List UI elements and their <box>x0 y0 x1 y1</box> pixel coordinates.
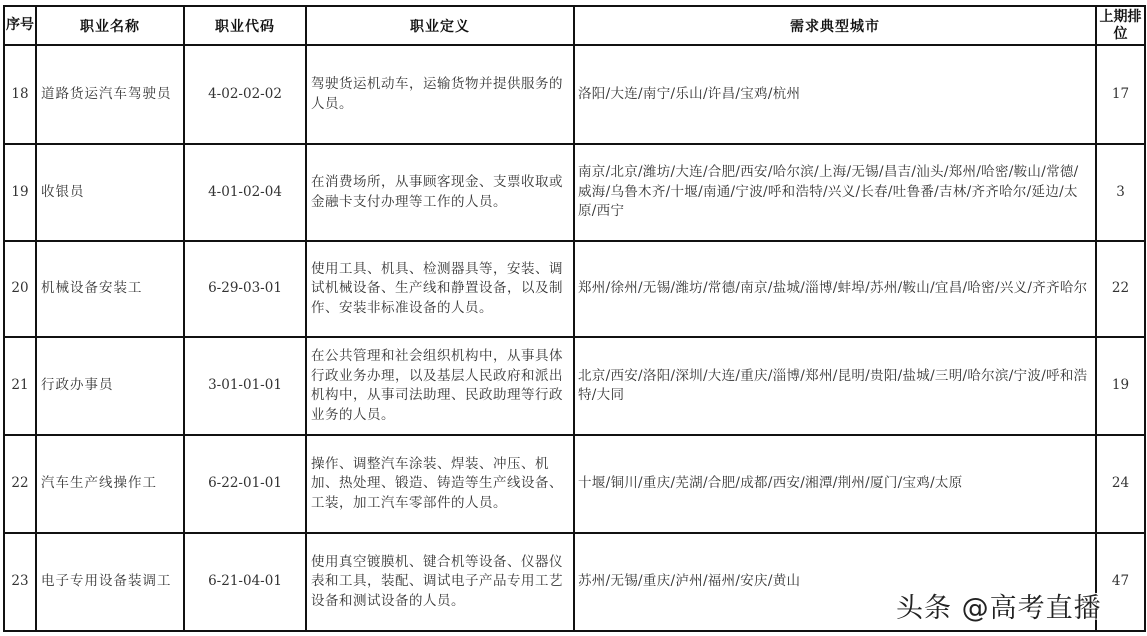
row-name: 收银员 <box>36 144 184 241</box>
header-cities: 需求典型城市 <box>574 6 1096 45</box>
row-code: 6-29-03-01 <box>184 241 306 337</box>
row-name: 汽车生产线操作工 <box>36 435 184 533</box>
table-row <box>4 144 1145 241</box>
row-name: 电子专用设备装调工 <box>36 533 184 631</box>
row-cities: 洛阳/大连/南宁/乐山/许昌/宝鸡/杭州 <box>574 45 1096 144</box>
row-cities: 北京/西安/洛阳/深圳/大连/重庆/淄博/郑州/昆明/贵阳/盐城/三明/哈尔滨/宁波/呼和浩特/大同 <box>574 337 1096 435</box>
row-prev-rank: 47 <box>1096 533 1145 631</box>
row-definition: 在公共管理和社会组织机构中，从事具体行政业务办理，以及基层人民政府和派出机构中，从事司法助理、民政助理等行政业务的人员。 <box>306 337 574 435</box>
row-name: 机械设备安装工 <box>36 241 184 337</box>
watermark-text: 头条 @高考直播 <box>896 593 1102 624</box>
row-cities: 南京/北京/潍坊/大连/合肥/西安/哈尔滨/上海/无锡/昌吉/汕头/郑州/哈密/鞍山/常德/威海/乌鲁木齐/十堰/南通/宁波/呼和浩特/兴义/长春/吐鲁番/吉林/齐齐哈尔/延边/太原/西宁 <box>574 144 1096 241</box>
header-name: 职业名称 <box>36 6 184 45</box>
row-definition: 使用工具、机具、检测器具等，安装、调试机械设备、生产线和静置设备，以及制作、安装非标准设备的人员。 <box>306 241 574 337</box>
row-code: 4-02-02-02 <box>184 45 306 144</box>
table-row <box>4 435 1145 533</box>
row-no: 23 <box>4 533 36 631</box>
row-cities: 十堰/铜川/重庆/芜湖/合肥/成都/西安/湘潭/荆州/厦门/宝鸡/太原 <box>574 435 1096 533</box>
row-definition: 使用真空镀膜机、键合机等设备、仪器仪表和工具，装配、调试电子产品专用工艺设备和测试设备的人员。 <box>306 533 574 631</box>
header-prev-rank: 上期排位 <box>1096 6 1145 45</box>
row-definition: 驾驶货运机动车，运输货物并提供服务的人员。 <box>306 45 574 144</box>
row-no: 21 <box>4 337 36 435</box>
row-no: 22 <box>4 435 36 533</box>
row-cities: 苏州/无锡/重庆/泸州/福州/安庆/黄山 <box>574 533 1096 631</box>
header-definition: 职业定义 <box>306 6 574 45</box>
table-row <box>4 241 1145 337</box>
row-no: 19 <box>4 144 36 241</box>
row-prev-rank: 24 <box>1096 435 1145 533</box>
row-code: 3-01-01-01 <box>184 337 306 435</box>
row-cities: 郑州/徐州/无锡/潍坊/常德/南京/盐城/淄博/蚌埠/苏州/鞍山/宜昌/哈密/兴义/齐齐哈尔 <box>574 241 1096 337</box>
header-code: 职业代码 <box>184 6 306 45</box>
table-row <box>4 45 1145 144</box>
row-prev-rank: 3 <box>1096 144 1145 241</box>
row-definition: 操作、调整汽车涂装、焊装、冲压、机加、热处理、锻造、铸造等生产线设备、工装，加工汽车零部件的人员。 <box>306 435 574 533</box>
row-name: 行政办事员 <box>36 337 184 435</box>
row-prev-rank: 19 <box>1096 337 1145 435</box>
row-no: 18 <box>4 45 36 144</box>
row-code: 4-01-02-04 <box>184 144 306 241</box>
table-row <box>4 337 1145 435</box>
occupation-demand-table <box>3 5 1146 632</box>
row-name: 道路货运汽车驾驶员 <box>36 45 184 144</box>
row-definition: 在消费场所，从事顾客现金、支票收取或金融卡支付办理等工作的人员。 <box>306 144 574 241</box>
row-prev-rank: 17 <box>1096 45 1145 144</box>
row-code: 6-21-04-01 <box>184 533 306 631</box>
row-prev-rank: 22 <box>1096 241 1145 337</box>
row-code: 6-22-01-01 <box>184 435 306 533</box>
row-no: 20 <box>4 241 36 337</box>
table-header-row <box>4 6 1145 45</box>
header-no: 序号 <box>4 6 36 45</box>
